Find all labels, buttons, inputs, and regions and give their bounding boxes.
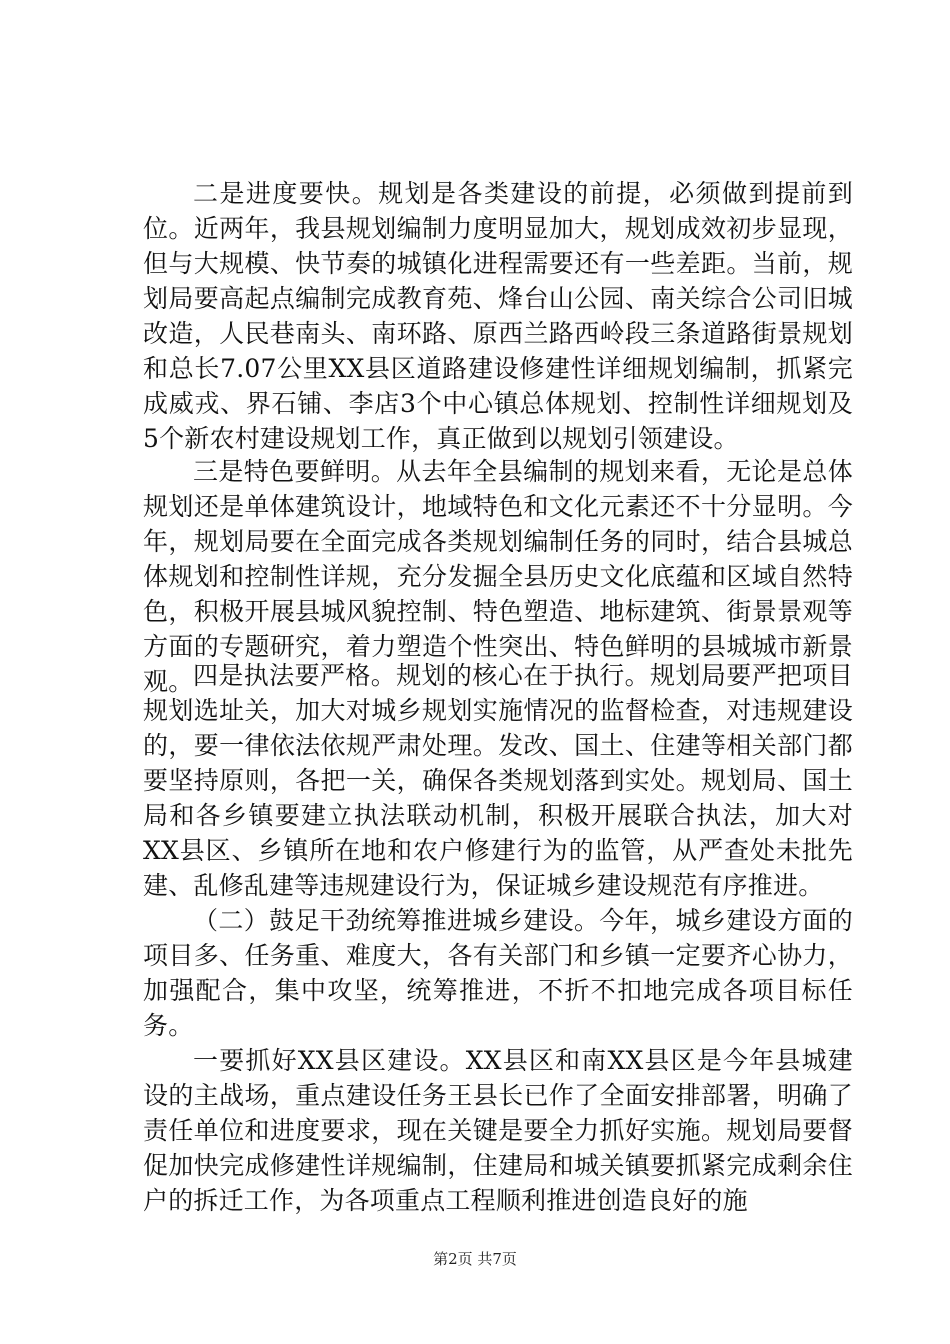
paragraph-features: 三是特色要鲜明。从去年全县编制的规划来看，无论是总体规划还是单体建筑设计，地域特色和文化元素还不十分显明。今年，规划局要在全面完成各类规划编制任务的同时，结合县城总体规划和控制性详规，充分发掘全县历史文化底蕴和区域自然特色，积极开展县城风貌控制、特色塑造、地标建筑、街景景观等方面的专题研究，着力塑造个性突出、特色鲜明的县城城市新景观。 (143, 457, 853, 696)
page-footer: 第2页 共7页 (433, 1250, 517, 1268)
paragraph-progress: 二是进度要快。规划是各类建设的前提，必须做到提前到位。近两年，我县规划编制力度明显加大，规划成效初步显现，但与大规模、快节奏的城镇化进程需要还有一些差距。当前，规划局要高起点编制完成教育苑、烽台山公园、南关综合公司旧城改造，人民巷南头、南环路、原西兰路西岭段三条道路街景规划和总长7.07公里XX县区道路建设修建性详细规划编制，抓紧完成威戎、界石铺、李店3个中心镇总体规划、控制性详细规划及5个新农村建设规划工作，真正做到以规划引领建设。 (143, 179, 853, 453)
paragraph-urban-rural-construction: （二）鼓足干劲统筹推进城乡建设。今年，城乡建设方面的项目多、任务重、难度大，各有关部门和乡镇一定要齐心协力，加强配合，集中攻坚，统筹推进，不折不扣地完成各项目标任务。 (143, 906, 853, 1040)
text-section-1 (143, 176, 853, 456)
text-section-3 (143, 658, 853, 1218)
paragraph-enforcement: 四是执法要严格。规划的核心在于执行。规划局要严把项目规划选址关，加大对城乡规划实施情况的监督检查，对违规建设的，要一律依法依规严肃处理。发改、国土、住建等相关部门都要坚持原则，各把一关，确保各类规划落到实处。规划局、国土局和各乡镇要建立执法联动机制，积极开展联合执法，加大对XX县区、乡镇所在地和农户修建行为的监管，从严查处未批先建、乱修乱建等违规建设行为，保证城乡建设规范有序推进。 (143, 661, 853, 900)
paragraph-county-construction: 一要抓好XX县区建设。XX县区和南XX县区是今年县城建设的主战场，重点建设任务王县长已作了全面安排部署，明确了责任单位和进度要求，现在关键是要全力抓好实施。规划局要督促加快完成修建性详规编制，住建局和城关镇要抓紧完成剩余住户的拆迁工作，为各项重点工程顺利推进创造良好的施 (143, 1046, 853, 1215)
